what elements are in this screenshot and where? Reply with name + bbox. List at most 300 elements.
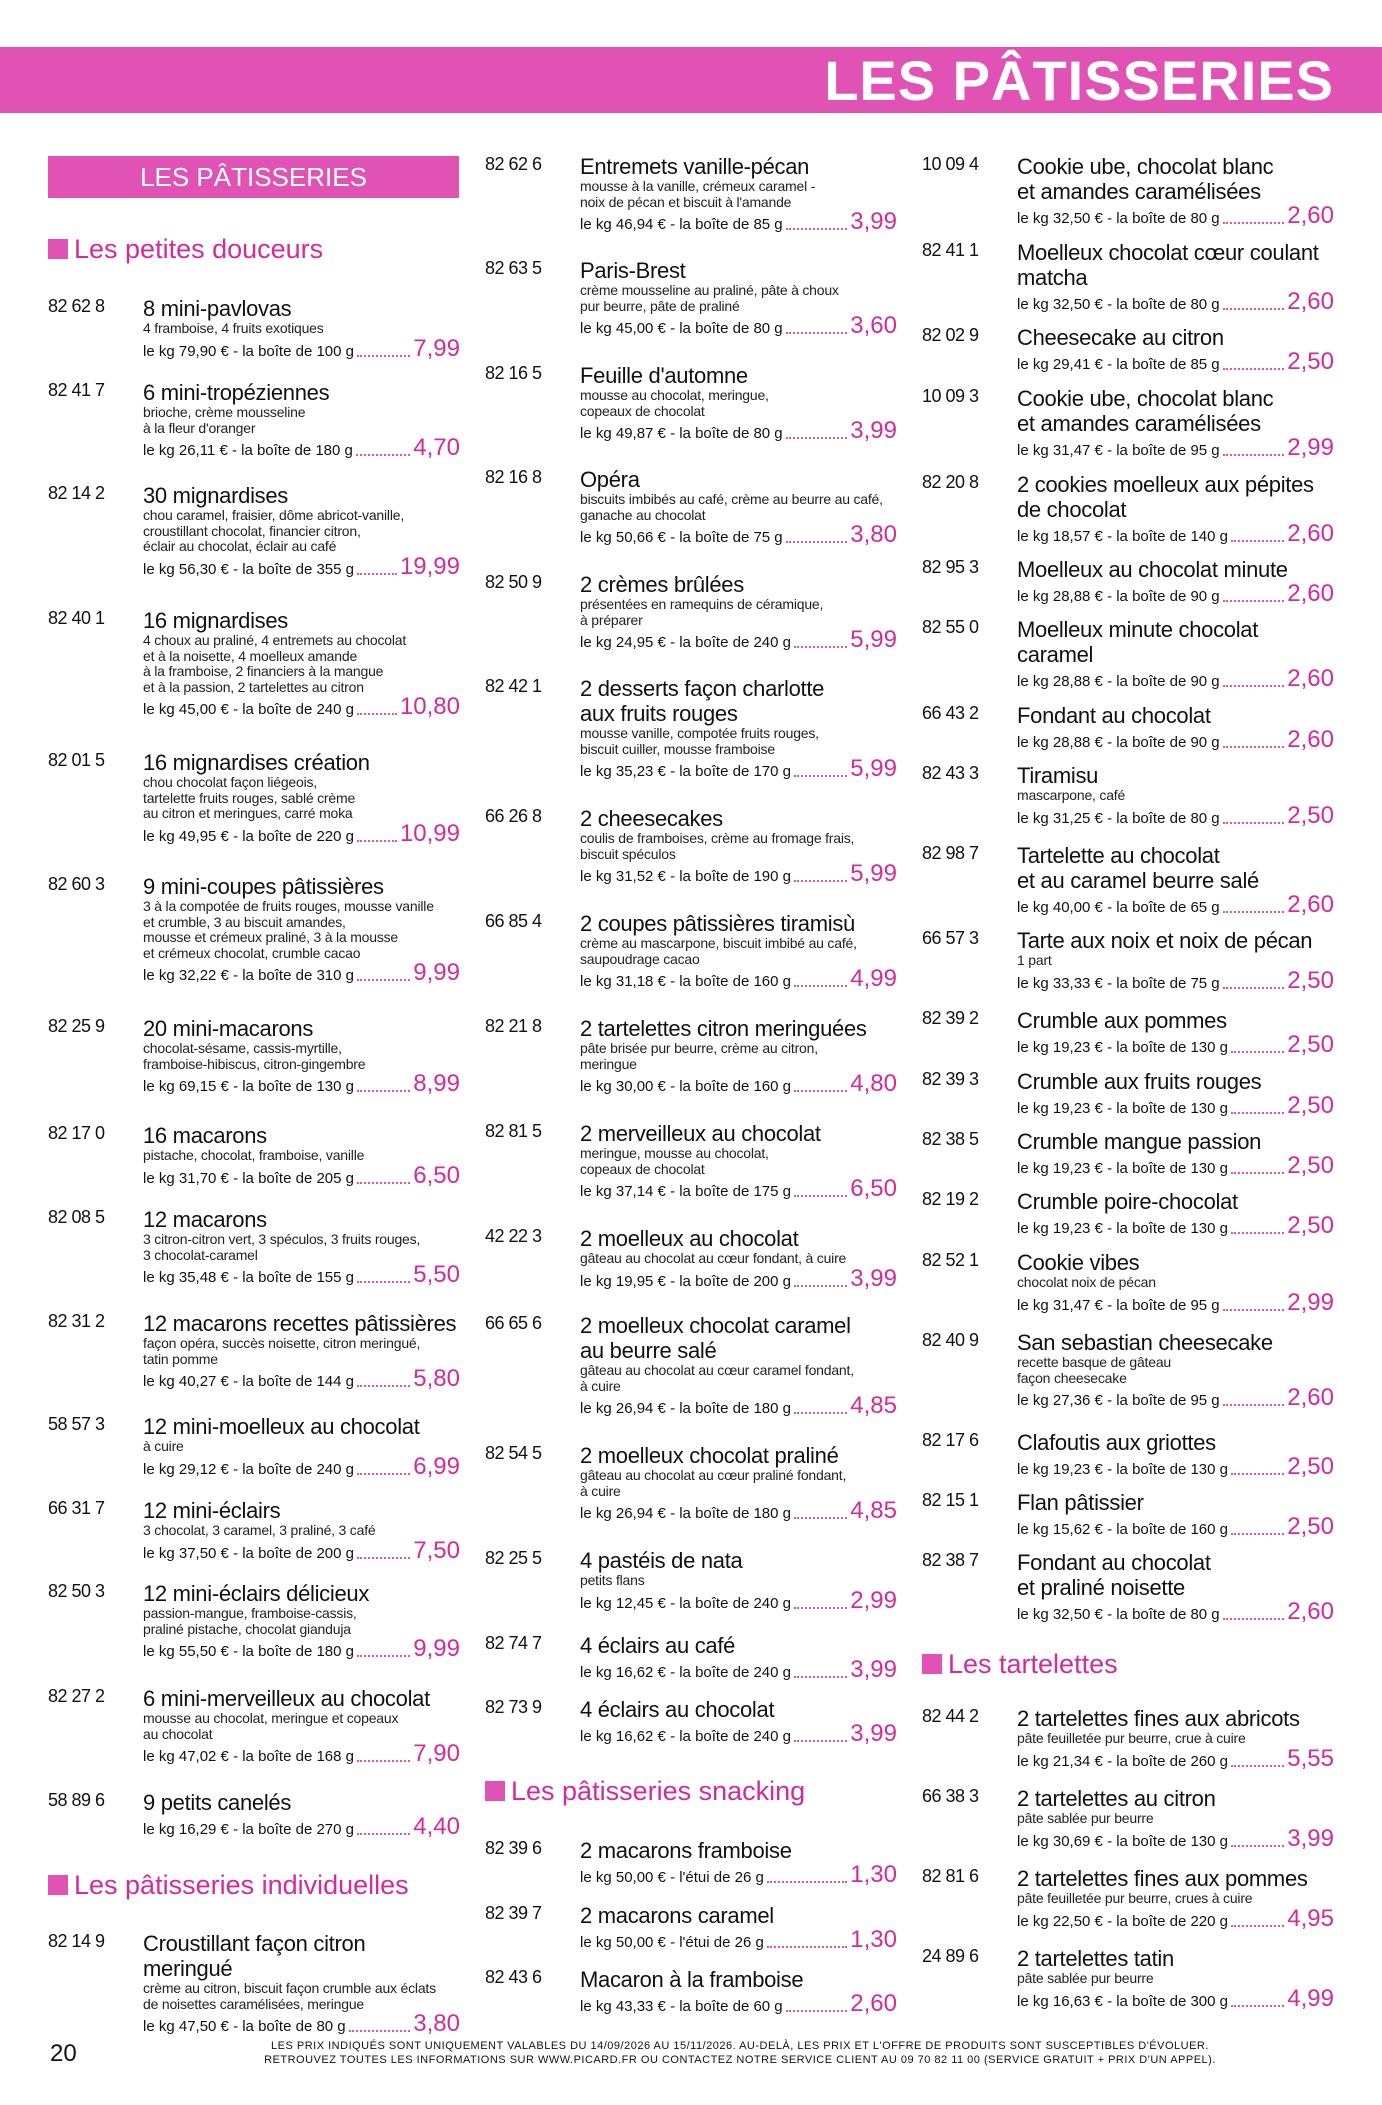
unit-price: le kg 40,00 € - la boîte de 65 g xyxy=(1017,899,1220,916)
price: 7,50 xyxy=(413,1536,460,1564)
product-code: 82 01 5 xyxy=(48,750,105,770)
price: 3,99 xyxy=(850,417,897,444)
product-name: 2 moelleux chocolat caramel xyxy=(580,1313,851,1338)
product-details xyxy=(580,676,897,781)
price: 4,40 xyxy=(413,1813,460,1840)
price: 5,99 xyxy=(850,860,897,887)
unit-price: le kg 12,45 € - la boîte de 240 g xyxy=(580,1594,791,1612)
product-details xyxy=(1017,386,1334,460)
price-line xyxy=(1017,204,1334,228)
unit-price: le kg 19,95 € - la boîte de 200 g xyxy=(580,1272,791,1290)
price-line xyxy=(143,1367,460,1391)
product-name: Clafoutis aux griottes xyxy=(1017,1430,1216,1455)
product-details xyxy=(143,1414,460,1479)
product-description: à cuire xyxy=(580,1482,621,1499)
unit-price: le kg 30,69 € - la boîte de 130 g xyxy=(1017,1832,1228,1850)
price: 4,95 xyxy=(1287,1904,1334,1932)
price-line xyxy=(1017,1744,1334,1772)
dot-leader xyxy=(357,355,410,357)
product-name: 2 tartelettes citron meringuées xyxy=(580,1016,867,1041)
price: 2,60 xyxy=(1287,891,1334,918)
price-line xyxy=(580,1394,897,1418)
price: 4,80 xyxy=(850,1070,897,1097)
price: 3,99 xyxy=(1287,1824,1334,1852)
product-name: Paris-Brest xyxy=(580,258,686,283)
price-line xyxy=(143,1536,460,1564)
unit-price: le kg 40,27 € - la boîte de 144 g xyxy=(143,1373,354,1390)
dot-leader xyxy=(786,437,848,439)
product-description: praliné pistache, chocolat gianduja xyxy=(143,1620,351,1637)
product-code: 82 02 9 xyxy=(922,325,979,345)
product-code: 82 52 1 xyxy=(922,1250,979,1270)
square-bullet-icon xyxy=(48,1875,68,1895)
unit-price: le kg 79,90 € - la boîte de 100 g xyxy=(143,342,354,360)
product-code: 82 40 9 xyxy=(922,1330,979,1350)
unit-price: le kg 35,23 € - la boîte de 170 g xyxy=(580,763,791,780)
title-banner xyxy=(0,47,1382,113)
product-description: passion-mangue, framboise-cassis, xyxy=(143,1605,357,1621)
price: 2,99 xyxy=(1287,1288,1334,1316)
price: 6,99 xyxy=(413,1452,460,1480)
dot-leader xyxy=(1223,600,1285,602)
price-line xyxy=(1017,1094,1334,1118)
product-name: au beurre salé xyxy=(580,1338,717,1363)
product-name: aux fruits rouges xyxy=(580,701,738,726)
product-description: chocolat-sésame, cassis-myrtille, xyxy=(143,1040,342,1056)
dot-leader xyxy=(1231,1533,1284,1535)
price-line xyxy=(1017,1288,1334,1316)
price: 4,85 xyxy=(850,1392,897,1419)
product-name: 8 mini-pavlovas xyxy=(143,296,292,321)
product-details xyxy=(1017,1129,1334,1178)
product-name: 2 cheesecakes xyxy=(580,806,723,831)
price: 7,90 xyxy=(413,1740,460,1767)
subsection-title: Les petites douceurs xyxy=(48,232,323,266)
product-description: éclair au chocolat, éclair au café xyxy=(143,538,337,554)
product-code: 66 26 8 xyxy=(485,806,542,826)
product-details xyxy=(580,363,897,443)
price-line xyxy=(1017,1386,1334,1410)
price: 2,60 xyxy=(1287,520,1334,547)
price-line xyxy=(580,1992,897,2016)
product-name: 9 petits canelés xyxy=(143,1790,292,1815)
price: 2,50 xyxy=(1287,348,1334,375)
price: 7,99 xyxy=(413,334,460,362)
product-details xyxy=(580,467,897,547)
product-details xyxy=(1017,1189,1334,1238)
dot-leader xyxy=(1231,540,1284,542)
price-line xyxy=(1017,1214,1334,1238)
footer-line: RETROUVEZ TOUTES LES INFORMATIONS SUR WWW.PICARD.FR OU CONTACTEZ NOTRE SERVICE CLIENT AU 09 70 82 11 00 (SERVICE GRATUIT + PRIX D'UN APPEL). xyxy=(264,2054,1216,2066)
unit-price: le kg 21,34 € - la boîte de 260 g xyxy=(1017,1752,1228,1770)
unit-price: le kg 26,94 € - la boîte de 180 g xyxy=(580,1505,791,1522)
price-line xyxy=(1017,522,1334,546)
product-name: Fondant au chocolat xyxy=(1017,1550,1211,1575)
square-bullet-icon xyxy=(48,239,68,259)
unit-price: le kg 32,50 € - la boîte de 80 g xyxy=(1017,210,1220,227)
price-line xyxy=(580,419,897,443)
price-line xyxy=(1017,1154,1334,1178)
unit-price: le kg 19,23 € - la boîte de 130 g xyxy=(1017,1039,1228,1056)
product-details xyxy=(143,1790,460,1839)
unit-price: le kg 37,50 € - la boîte de 200 g xyxy=(143,1544,354,1562)
dot-leader xyxy=(1231,2005,1284,2007)
dot-leader xyxy=(1223,746,1285,748)
product-description: pâte sablée pur beurre xyxy=(1017,1970,1154,1986)
product-code: 82 62 6 xyxy=(485,154,542,174)
product-details xyxy=(143,1498,460,1563)
price-line xyxy=(143,1161,460,1189)
product-name: Crumble poire-chocolat xyxy=(1017,1189,1238,1214)
product-description: petits flans xyxy=(580,1572,645,1588)
product-details xyxy=(1017,325,1334,374)
price-line xyxy=(580,1863,897,1887)
product-name: 12 macarons xyxy=(143,1207,267,1232)
dot-leader xyxy=(1231,1051,1284,1053)
price: 2,50 xyxy=(1287,801,1334,829)
product-details xyxy=(1017,1330,1334,1410)
dot-leader xyxy=(357,713,397,715)
product-code: 66 57 3 xyxy=(922,928,979,948)
product-code: 82 19 2 xyxy=(922,1189,979,1209)
product-name: 16 macarons xyxy=(143,1123,267,1148)
price-line xyxy=(580,1264,897,1292)
price: 5,80 xyxy=(413,1365,460,1392)
unit-price: le kg 16,62 € - la boîte de 240 g xyxy=(580,1728,791,1745)
unit-price: le kg 45,00 € - la boîte de 240 g xyxy=(143,701,354,718)
product-code: 82 16 5 xyxy=(485,363,542,383)
product-details xyxy=(580,1838,897,1887)
product-details xyxy=(580,911,897,991)
price: 2,50 xyxy=(1287,1152,1334,1179)
product-code: 82 73 9 xyxy=(485,1697,542,1717)
product-details xyxy=(143,483,460,579)
unit-price: le kg 26,94 € - la boîte de 180 g xyxy=(580,1400,791,1417)
unit-price: le kg 50,00 € - l'étui de 26 g xyxy=(580,1934,764,1951)
price: 8,99 xyxy=(413,1070,460,1097)
price-line xyxy=(580,314,897,338)
product-details xyxy=(143,1311,460,1391)
product-description: noix de pécan et biscuit à l'amande xyxy=(580,193,792,210)
product-code: 82 43 6 xyxy=(485,1967,542,1987)
dot-leader xyxy=(357,573,397,575)
unit-price: le kg 19,23 € - la boîte de 130 g xyxy=(1017,1461,1228,1478)
unit-price: le kg 31,47 € - la boîte de 95 g xyxy=(1017,1296,1220,1314)
product-details xyxy=(1017,1786,1334,1851)
product-details xyxy=(580,1967,897,2016)
price: 9,99 xyxy=(413,1635,460,1662)
price-line xyxy=(1017,1984,1334,2012)
price-line xyxy=(143,961,460,985)
price: 2,99 xyxy=(850,1586,897,1614)
square-bullet-icon xyxy=(922,1654,942,1674)
dot-leader xyxy=(349,2030,411,2032)
product-code: 82 39 3 xyxy=(922,1069,979,1089)
price: 4,99 xyxy=(1287,1984,1334,2012)
dot-leader xyxy=(357,1281,410,1283)
price: 2,60 xyxy=(1287,726,1334,753)
product-name: 2 tartelettes fines aux pommes xyxy=(1017,1866,1308,1891)
dot-leader xyxy=(357,1473,410,1475)
product-code: 42 22 3 xyxy=(485,1226,542,1246)
unit-price: le kg 31,70 € - la boîte de 205 g xyxy=(143,1169,354,1187)
price-line xyxy=(1017,290,1334,314)
unit-price: le kg 37,14 € - la boîte de 175 g xyxy=(580,1183,791,1200)
product-description: mousse au chocolat, meringue, xyxy=(580,387,769,403)
dot-leader xyxy=(1223,1618,1285,1620)
product-description: copeaux de chocolat xyxy=(580,1160,705,1177)
price-line xyxy=(580,1586,897,1614)
price: 5,50 xyxy=(413,1261,460,1288)
price: 1,30 xyxy=(850,1861,897,1888)
product-details xyxy=(1017,1490,1334,1539)
price: 3,99 xyxy=(850,1656,897,1683)
price: 2,60 xyxy=(1287,1384,1334,1411)
section-header: LES PÂTISSERIES INDIVIDUELLES xyxy=(48,156,459,198)
price: 10,80 xyxy=(399,693,460,720)
product-details xyxy=(1017,1069,1334,1118)
price-line xyxy=(143,1742,460,1766)
dot-leader xyxy=(794,646,847,648)
product-name: Crumble aux pommes xyxy=(1017,1008,1227,1033)
product-code: 58 57 3 xyxy=(48,1414,105,1434)
product-name: et amandes caramélisées xyxy=(1017,179,1261,204)
product-description: 3 chocolat, 3 caramel, 3 praliné, 3 café xyxy=(143,1522,376,1538)
dot-leader xyxy=(1223,454,1285,456)
product-name: Moelleux au chocolat minute xyxy=(1017,557,1288,582)
unit-price: le kg 33,33 € - la boîte de 75 g xyxy=(1017,974,1220,992)
product-name: Opéra xyxy=(580,467,640,492)
product-code: 82 54 5 xyxy=(485,1443,542,1463)
product-description: biscuit cuiller, mousse framboise xyxy=(580,740,775,757)
dot-leader xyxy=(357,1182,410,1184)
product-name: 4 éclairs au chocolat xyxy=(580,1697,775,1722)
product-description: à la fleur d'oranger xyxy=(143,419,256,436)
price: 5,99 xyxy=(850,755,897,782)
product-name: 20 mini-macarons xyxy=(143,1016,314,1041)
dot-leader xyxy=(357,1760,410,1762)
product-name: Cookie ube, chocolat blanc xyxy=(1017,154,1274,179)
footer-disclaimer xyxy=(150,2039,1330,2067)
dot-leader xyxy=(1223,222,1285,224)
product-code: 82 20 8 xyxy=(922,472,979,492)
dot-leader xyxy=(794,985,847,987)
unit-price: le kg 30,00 € - la boîte de 160 g xyxy=(580,1078,791,1095)
product-description: saupoudrage cacao xyxy=(580,950,700,967)
product-name: 2 crèmes brûlées xyxy=(580,572,744,597)
unit-price: le kg 32,50 € - la boîte de 80 g xyxy=(1017,296,1220,313)
product-description: pâte feuilletée pur beurre, crues à cuire xyxy=(1017,1890,1253,1906)
dot-leader xyxy=(1231,1232,1284,1234)
dot-leader xyxy=(1223,308,1285,310)
unit-price: le kg 56,30 € - la boîte de 355 g xyxy=(143,560,354,578)
product-details xyxy=(580,572,897,652)
product-name: San sebastian cheesecake xyxy=(1017,1330,1273,1355)
product-details xyxy=(143,874,460,985)
page-title: LES PÂTISSERIES xyxy=(824,49,1334,112)
dot-leader xyxy=(794,1412,847,1414)
product-details xyxy=(1017,1946,1334,2011)
price: 3,80 xyxy=(850,521,897,548)
product-code: 66 31 7 xyxy=(48,1498,105,1518)
product-details xyxy=(1017,1706,1334,1771)
product-code: 82 08 5 xyxy=(48,1207,105,1227)
product-name: Tiramisu xyxy=(1017,763,1099,788)
product-code: 58 89 6 xyxy=(48,1790,105,1810)
price: 4,99 xyxy=(850,965,897,992)
dot-leader xyxy=(357,979,410,981)
product-description: chou chocolat façon liégeois, xyxy=(143,774,317,790)
product-name: 2 moelleux chocolat praliné xyxy=(580,1443,839,1468)
product-name: et praliné noisette xyxy=(1017,1575,1185,1600)
price-line xyxy=(143,1637,460,1661)
dot-leader xyxy=(794,1607,847,1609)
product-description: coulis de framboises, crème au fromage frais, xyxy=(580,830,855,846)
dot-leader xyxy=(794,775,847,777)
price: 2,60 xyxy=(850,1990,897,2017)
product-code: 82 39 2 xyxy=(922,1008,979,1028)
unit-price: le kg 43,33 € - la boîte de 60 g xyxy=(580,1998,783,2015)
product-description: chocolat noix de pécan xyxy=(1017,1274,1156,1290)
product-code: 82 14 2 xyxy=(48,483,105,503)
price-line xyxy=(580,757,897,781)
price-line xyxy=(143,1452,460,1480)
square-bullet-icon xyxy=(485,1781,505,1801)
product-code: 82 42 1 xyxy=(485,676,542,696)
price: 5,99 xyxy=(850,626,897,653)
price-line xyxy=(1017,893,1334,917)
product-name: 2 tartelettes au citron xyxy=(1017,1786,1216,1811)
price-line xyxy=(1017,436,1334,460)
product-name: caramel xyxy=(1017,642,1094,667)
unit-price: le kg 19,23 € - la boîte de 130 g xyxy=(1017,1220,1228,1237)
price-line xyxy=(1017,350,1334,374)
price: 2,50 xyxy=(1287,966,1334,994)
dot-leader xyxy=(1223,1404,1285,1406)
unit-price: le kg 46,94 € - la boîte de 85 g xyxy=(580,216,783,233)
unit-price: le kg 31,47 € - la boîte de 95 g xyxy=(1017,442,1220,459)
unit-price: le kg 47,50 € - la boîte de 80 g xyxy=(143,2018,346,2035)
product-name: Moelleux minute chocolat xyxy=(1017,617,1259,642)
unit-price: le kg 28,88 € - la boîte de 90 g xyxy=(1017,734,1220,751)
product-code: 82 81 6 xyxy=(922,1866,979,1886)
dot-leader xyxy=(357,1557,410,1559)
product-name: 9 mini-coupes pâtissières xyxy=(143,874,384,899)
product-details xyxy=(580,1313,897,1418)
dot-leader xyxy=(357,1385,410,1387)
product-details xyxy=(143,608,460,719)
price-line xyxy=(1017,1515,1334,1539)
price: 5,55 xyxy=(1287,1744,1334,1772)
product-code: 82 15 1 xyxy=(922,1490,979,1510)
subsection-title: Les tartelettes xyxy=(922,1647,1118,1681)
product-code: 82 41 7 xyxy=(48,380,105,400)
price: 2,50 xyxy=(1287,1031,1334,1058)
unit-price: le kg 26,11 € - la boîte de 180 g xyxy=(143,442,353,459)
product-details xyxy=(580,1016,897,1096)
product-description: meringue xyxy=(580,1055,637,1072)
product-name: 2 cookies moelleux aux pépites xyxy=(1017,472,1314,497)
product-details xyxy=(580,1226,897,1291)
price-line xyxy=(580,1072,897,1096)
unit-price: le kg 47,02 € - la boîte de 168 g xyxy=(143,1748,354,1765)
product-code: 82 21 8 xyxy=(485,1016,542,1036)
product-description: pur beurre, pâte de praliné xyxy=(580,297,740,314)
product-description: 4 framboise, 4 fruits exotiques xyxy=(143,320,324,336)
product-code: 82 39 6 xyxy=(485,1838,542,1858)
price: 10,99 xyxy=(399,819,460,847)
product-description: crème au citron, biscuit façon crumble aux éclats xyxy=(143,1980,436,1996)
product-details xyxy=(580,1121,897,1201)
subsection-title: Les pâtisseries individuelles xyxy=(48,1868,409,1902)
price-line xyxy=(1017,1904,1334,1932)
product-description: 3 chocolat-caramel xyxy=(143,1246,258,1263)
unit-price: le kg 16,62 € - la boîte de 240 g xyxy=(580,1664,791,1681)
product-name: 12 mini-éclairs xyxy=(143,1498,281,1523)
product-description: et crumble, 3 au biscuit amandes, xyxy=(143,913,346,930)
dot-leader xyxy=(767,1946,847,1948)
price-line xyxy=(1017,966,1334,994)
dot-leader xyxy=(786,541,848,543)
product-name: de chocolat xyxy=(1017,497,1127,522)
price-line xyxy=(1017,582,1334,606)
product-details xyxy=(580,1633,897,1682)
dot-leader xyxy=(357,1833,410,1835)
dot-leader xyxy=(794,1740,847,1742)
product-code: 82 60 3 xyxy=(48,874,105,894)
product-description: gâteau au chocolat au cœur caramel fondant, xyxy=(580,1362,854,1378)
dot-leader xyxy=(767,1881,847,1883)
dot-leader xyxy=(357,1090,410,1092)
product-details xyxy=(1017,1008,1334,1057)
unit-price: le kg 16,29 € - la boîte de 270 g xyxy=(143,1821,354,1838)
price: 2,60 xyxy=(1287,1598,1334,1625)
product-code: 82 25 5 xyxy=(485,1548,542,1568)
product-details xyxy=(143,1931,460,2036)
product-details xyxy=(143,1207,460,1287)
product-details xyxy=(143,1016,460,1096)
product-name: 12 mini-éclairs délicieux xyxy=(143,1581,370,1606)
price-line xyxy=(1017,728,1334,752)
product-description: mascarpone, café xyxy=(1017,787,1126,803)
product-code: 82 62 8 xyxy=(48,296,105,316)
product-name: et au caramel beurre salé xyxy=(1017,868,1259,893)
product-name: Cookie ube, chocolat blanc xyxy=(1017,386,1274,411)
product-description: copeaux de chocolat xyxy=(580,402,705,419)
product-name: 16 mignardises xyxy=(143,608,288,633)
product-description: croustillant chocolat, financier citron, xyxy=(143,522,361,539)
product-details xyxy=(143,380,460,460)
unit-price: le kg 22,50 € - la boîte de 220 g xyxy=(1017,1912,1228,1930)
unit-price: le kg 32,50 € - la boîte de 80 g xyxy=(1017,1606,1220,1623)
unit-price: le kg 27,36 € - la boîte de 95 g xyxy=(1017,1392,1220,1409)
product-name: 16 mignardises création xyxy=(143,750,370,775)
product-description: recette basque de gâteau xyxy=(1017,1354,1171,1370)
product-code: 82 38 5 xyxy=(922,1129,979,1149)
price: 2,50 xyxy=(1287,1092,1334,1119)
unit-price: le kg 29,41 € - la boîte de 85 g xyxy=(1017,356,1220,373)
product-description: pâte sablée pur beurre xyxy=(1017,1810,1154,1826)
product-details xyxy=(143,296,460,361)
product-name: 6 mini-tropéziennes xyxy=(143,380,330,405)
product-name: Cookie vibes xyxy=(1017,1250,1140,1275)
product-details xyxy=(580,1697,897,1746)
price-line xyxy=(143,1263,460,1287)
product-description: et à la passion, 2 tartelettes au citron xyxy=(143,678,364,695)
product-description: chou caramel, fraisier, dôme abricot-vanille, xyxy=(143,507,405,523)
product-description: ganache au chocolat xyxy=(580,506,706,523)
unit-price: le kg 50,66 € - la boîte de 75 g xyxy=(580,529,783,546)
